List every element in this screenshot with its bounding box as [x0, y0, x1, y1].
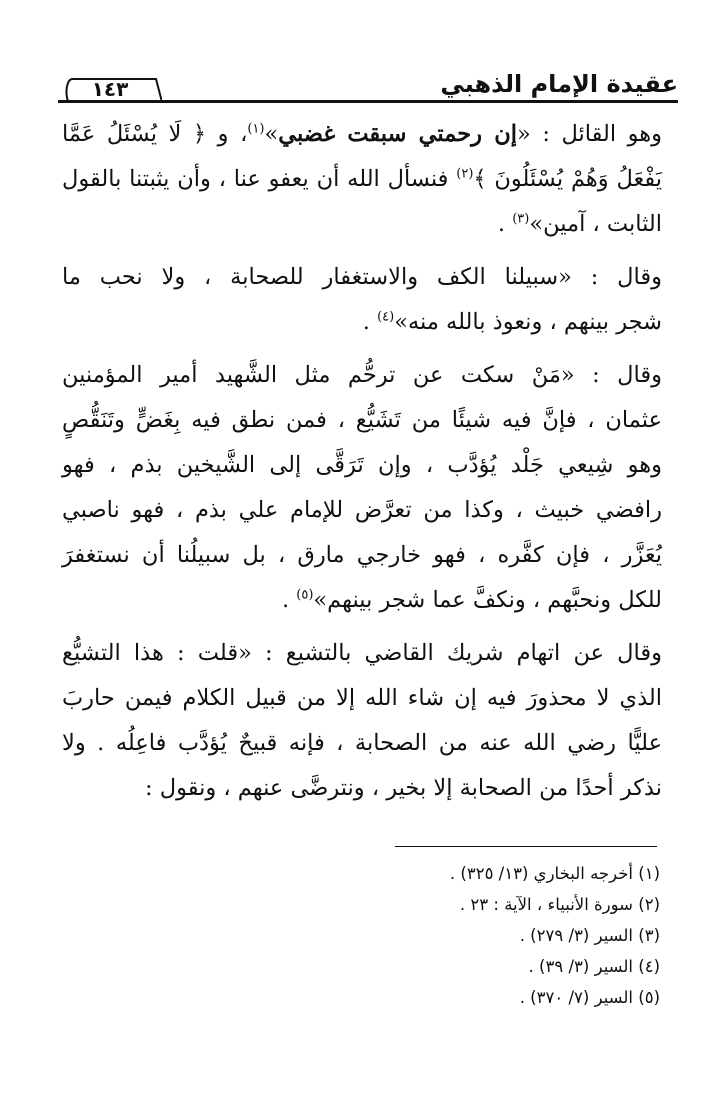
main-text [62, 112, 662, 819]
running-header [58, 66, 678, 104]
text-line: الثابت ، آمين»$^{(٣)}$ . [497, 211, 662, 237]
footnote-ref: (٤) [377, 309, 395, 325]
text-line: عثمان ، فإنَّ فيه شيئًا من تَشَيُّع ، فمن نطق فيه بِغَضٍّ وتَنَقُّصٍ [62, 407, 662, 433]
text-line: الذي لا محذورَ فيه إن شاء الله إلا من قبيل الكلام فيمن حاربَ [62, 685, 662, 711]
text-line: وقال : «سبيلنا الكف والاستغفار للصحابة ، ولا نحب ما [62, 264, 662, 290]
footnote-item: (٣) السير (٣/ ٢٧٩) . [519, 926, 660, 945]
footnote-ref: (٣) [512, 211, 530, 227]
text-line: يُعَزَّر ، فإن كفَّره ، فهو خارجي مارق ، بل سبيلُنا أن نستغفرَ [62, 542, 662, 568]
text-line: يَفْعَلُ وَهُمْ يُسْئَلُونَ ﴾$^{(٢)}$ فنسأل الله أن يعفو عنا ، وأن يثبتنا بالقول [62, 166, 663, 192]
footnote-ref: (٢) [456, 166, 474, 182]
text-line: نذكر أحدًا من الصحابة إلا بخير ، ونترضَّى عنهم ، ونقول : [144, 775, 662, 801]
text-line: وهو القائل : «إن رحمتي سبقت غضبي»$^{(١)}$، و ﴿ لَا يُسْئَلُ عَمَّا [62, 121, 662, 147]
text-line: وقال : «مَنْ سكت عن ترحُّم مثل الشَّهيد أمير المؤمنين [62, 362, 662, 388]
paragraph [62, 112, 662, 247]
footnote-item: (٤) السير (٣/ ٣٩) . [528, 957, 660, 976]
footnote-ref: (١) [247, 121, 265, 137]
header-rule [58, 100, 678, 103]
text-line: وهو شِيعي جَلْد يُؤدَّب ، وإن تَرَقَّى إلى الشَّيخين بذم ، فهو [62, 452, 662, 478]
header-title: عقيدة الإمام الذهبي [440, 70, 678, 98]
paragraph [62, 255, 662, 345]
text-line: رافضي خبيث ، وكذا من تعرَّض للإمام علي بذم ، فهو ناصبي [62, 497, 662, 523]
page-number: ١٤٣ [91, 77, 129, 101]
footnote-item: (١) أخرجه البخاري (١٣/ ٣٢٥) . [449, 864, 660, 883]
paragraph [62, 631, 662, 811]
footnote-separator [395, 846, 657, 847]
footnotes [360, 858, 660, 1013]
text-line: شجر بينهم ، ونعوذ بالله منه»$^{(٤)}$ . [362, 309, 662, 335]
text-line: عليًّا رضي الله عنه من الصحابة ، فإنه قبيحٌ يُؤدَّب فاعِلُه . ولا [62, 730, 662, 756]
hadith-quote: إن رحمتي سبقت غضبي [278, 121, 517, 147]
text-line: للكل ونحبَّهم ، ونكفَّ عما شجر بينهم»$^{(٥)}$ . [281, 587, 662, 613]
footnote-item: (٢) سورة الأنبياء ، الآية : ٢٣ . [459, 895, 660, 914]
footnote-ref: (٥) [296, 587, 314, 603]
footnote-item: (٥) السير (٧/ ٣٧٠) . [519, 988, 660, 1007]
text-line: وقال عن اتهام شريك القاضي بالتشيع : «قلت : هذا التشيُّع [62, 640, 662, 666]
paragraph [62, 353, 662, 623]
